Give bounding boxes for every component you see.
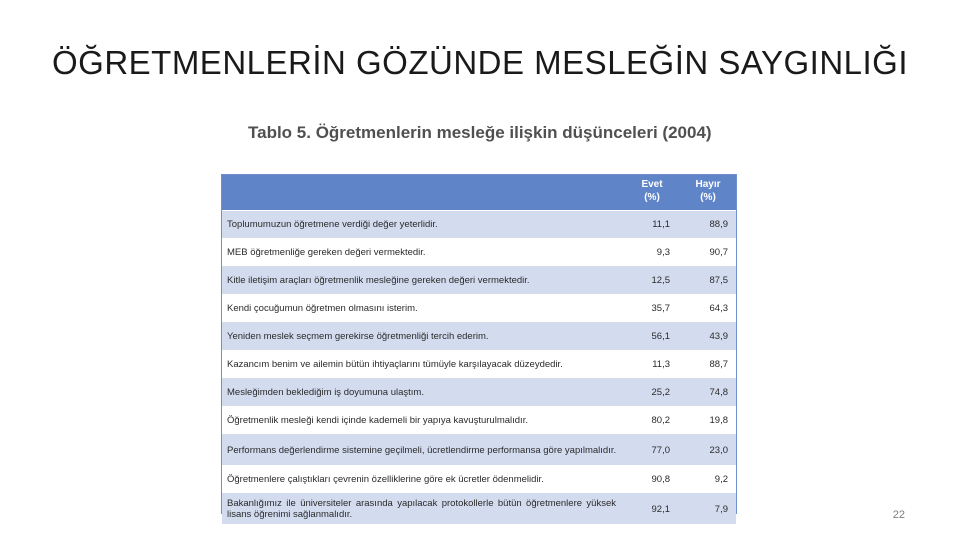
row-statement: Kazancım benim ve ailemin bütün ihtiyaçlarını tümüyle karşılayacak düzeydedir. xyxy=(227,359,563,370)
table-row xyxy=(222,295,736,323)
slide-title: ÖĞRETMENLERİN GÖZÜNDE MESLEĞİN SAYGINLIĞI xyxy=(51,44,909,81)
row-evet-value: 92,1 xyxy=(651,503,670,515)
row-hayir-value: 23,0 xyxy=(709,444,728,456)
row-evet-value: 56,1 xyxy=(651,331,670,342)
row-evet-value: 77,0 xyxy=(651,444,670,456)
header-statement xyxy=(222,175,624,210)
table-row xyxy=(222,494,736,525)
table-row xyxy=(222,351,736,379)
table-row xyxy=(222,239,736,267)
table-row xyxy=(222,323,736,351)
row-statement: Öğretmenlere çalıştıkları çevrenin özelliklerine göre ek ücretler ödenmelidir. xyxy=(227,474,544,485)
row-statement: Yeniden meslek seçmem gerekirse öğretmenliği tercih ederim. xyxy=(227,331,489,342)
table-row xyxy=(222,407,736,435)
table-row xyxy=(222,267,736,295)
table-caption: Tablo 5. Öğretmenlerin mesleğe ilişkin düşünceleri (2004) xyxy=(248,123,712,142)
row-evet-value: 80,2 xyxy=(651,415,670,426)
row-hayir-value: 88,9 xyxy=(709,219,728,230)
row-evet-value: 12,5 xyxy=(651,275,670,286)
row-hayir-value: 9,2 xyxy=(714,474,728,485)
row-evet-value: 11,1 xyxy=(652,219,670,230)
row-evet-value: 25,2 xyxy=(651,387,670,398)
row-statement: Kitle iletişim araçları öğretmenlik mesleğine gereken değeri vermektedir. xyxy=(227,275,530,286)
row-hayir-value: 88,7 xyxy=(709,359,728,370)
row-statement: Toplumumuzun öğretmene verdiği değer yeterlidir. xyxy=(227,219,438,230)
page-number: 22 xyxy=(892,509,905,521)
row-statement: Performans değerlendirme sistemine geçilmeli, ücretlendirme performansa göre yapılmalıdır. xyxy=(227,444,617,456)
data-table xyxy=(221,174,737,520)
table-body xyxy=(222,211,736,525)
table-header xyxy=(222,175,736,211)
row-evet-value: 35,7 xyxy=(651,303,670,314)
row-hayir-value: 64,3 xyxy=(709,303,728,314)
table-row xyxy=(222,211,736,239)
row-statement: Kendi çocuğumun öğretmen olmasını isterim. xyxy=(227,303,418,314)
row-hayir-value: 74,8 xyxy=(709,387,728,398)
row-hayir-value: 43,9 xyxy=(709,331,728,342)
table-row xyxy=(222,466,736,494)
table-row xyxy=(222,435,736,466)
row-evet-value: 90,8 xyxy=(651,474,670,485)
row-statement: MEB öğretmenliğe gereken değeri vermektedir. xyxy=(227,247,426,258)
row-hayir-value: 7,9 xyxy=(714,503,728,515)
row-statement: Bakanlığımız ile üniversiteler arasında yapılacak protokollerle bütün öğretmenlere yüksek lisans öğrenimi sağlanmalıdır. xyxy=(227,498,616,520)
row-hayir-value: 90,7 xyxy=(709,247,728,258)
header-hayir: Hayır (%) xyxy=(695,179,721,203)
table-row xyxy=(222,379,736,407)
row-hayir-value: 87,5 xyxy=(709,275,728,286)
header-evet: Evet (%) xyxy=(641,179,663,203)
row-evet-value: 11,3 xyxy=(652,359,670,370)
row-hayir-value: 19,8 xyxy=(709,415,728,426)
row-statement: Öğretmenlik mesleği kendi içinde kademeli bir yapıya kavuşturulmalıdır. xyxy=(227,415,528,426)
row-statement: Mesleğimden beklediğim iş doyumuna ulaştım. xyxy=(227,387,424,398)
row-evet-value: 9,3 xyxy=(656,247,670,258)
